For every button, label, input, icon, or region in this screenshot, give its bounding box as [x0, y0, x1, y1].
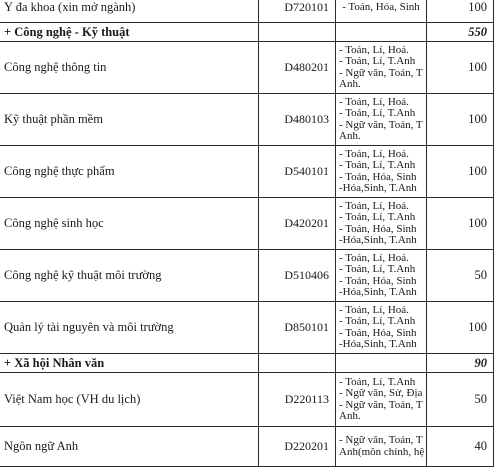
subject-line: - Ngữ văn, Toán, T	[339, 66, 423, 79]
major-code: D480201	[259, 42, 336, 94]
subject-line: -Hóa,Sinh, T.Anh	[339, 234, 417, 246]
subject-line: - Toán, Lí, T.Anh	[339, 315, 416, 327]
subject-line: - Toán, Lí, Hoá.	[339, 251, 409, 264]
subject-line: Anh.	[339, 130, 361, 142]
subject-line: - Toán, Hóa, Sinh	[339, 170, 417, 183]
table-row	[0, 94, 494, 146]
subject-combinations	[336, 373, 427, 427]
subject-line: - Ngữ văn, Sử, Địa	[339, 387, 423, 399]
subject-line: Anh.	[339, 78, 361, 90]
subject-line: - Toán, Lí, Hoá.	[339, 303, 409, 316]
subject-line: -Hóa,Sinh, T.Anh	[339, 182, 417, 194]
major-code: D720101	[259, 0, 336, 23]
subject-combinations	[336, 94, 427, 146]
subject-line: - Toán, Lí, T.Anh	[339, 375, 416, 388]
major-name: Công nghệ sinh học	[0, 198, 259, 250]
major-code: D220113	[259, 373, 336, 427]
group-name: + Xã hội Nhân văn	[0, 354, 259, 373]
major-code: D220201	[259, 427, 336, 467]
subject-line: - Toán, Lí, Hoá.	[339, 43, 409, 56]
empty-cell	[259, 354, 336, 373]
subject-line: Anh(môn chính, hệ	[339, 445, 425, 458]
subject-combinations	[336, 198, 427, 250]
quota: 100	[427, 94, 494, 146]
subject-line: - Toán, Lí, Hoá.	[339, 199, 409, 212]
table-row	[0, 427, 494, 467]
quota: 100	[427, 302, 494, 354]
subject-line: - Toán, Lí, T.Anh	[339, 107, 416, 119]
group-row	[0, 23, 494, 42]
table-row	[0, 0, 494, 23]
table-row	[0, 198, 494, 250]
quota: 100	[427, 42, 494, 94]
subject-line: -Hóa,Sinh, T.Anh	[339, 338, 417, 350]
subject-line: - Toán, Hóa, Sinh	[339, 326, 417, 339]
major-code: D480103	[259, 94, 336, 146]
empty-cell	[336, 354, 427, 373]
subject-line: - Toán, Hóa, Sinh	[342, 0, 420, 13]
major-name: Kỹ thuật phần mềm	[0, 94, 259, 146]
subject-combinations	[336, 0, 427, 23]
major-code: D850101	[259, 302, 336, 354]
subject-combinations	[336, 250, 427, 302]
table-row	[0, 302, 494, 354]
subject-line: - Toán, Lí, T.Anh	[339, 55, 416, 67]
quota: 40	[427, 427, 494, 467]
subject-combinations	[336, 42, 427, 94]
subject-line: Anh.	[339, 410, 361, 422]
quota: 50	[427, 373, 494, 427]
quota: 50	[427, 250, 494, 302]
subject-line: - Toán, Lí, T.Anh	[339, 159, 416, 171]
empty-cell	[336, 23, 427, 42]
subject-line: - Toán, Lí, Hoá.	[339, 147, 409, 160]
major-name: Công nghệ thông tin	[0, 42, 259, 94]
subject-line: - Toán, Lí, T.Anh	[339, 263, 416, 275]
subject-line: - Toán, Lí, T.Anh	[339, 211, 416, 223]
major-name: Việt Nam học (VH du lịch)	[0, 373, 259, 427]
subject-line: - Ngữ văn, Toán, T	[339, 434, 423, 446]
major-code: D510406	[259, 250, 336, 302]
major-name: Công nghệ kỹ thuật môi trường	[0, 250, 259, 302]
subject-line: - Ngữ văn, Toán, T	[339, 398, 423, 411]
subject-combinations	[336, 146, 427, 198]
major-name: Quản lý tài nguyên và môi trường	[0, 302, 259, 354]
subject-combinations	[336, 302, 427, 354]
group-row	[0, 354, 494, 373]
group-quota: 550	[427, 23, 494, 42]
major-code: D420201	[259, 198, 336, 250]
empty-cell	[259, 23, 336, 42]
major-code: D540101	[259, 146, 336, 198]
group-quota: 90	[427, 354, 494, 373]
table-row	[0, 250, 494, 302]
quota: 100	[427, 0, 494, 23]
major-name: Y đa khoa (xin mở ngành)	[0, 0, 259, 23]
quota: 100	[427, 198, 494, 250]
table-row	[0, 373, 494, 427]
table-row	[0, 42, 494, 94]
group-name: + Công nghệ - Kỹ thuật	[0, 23, 259, 42]
major-name: Ngôn ngữ Anh	[0, 427, 259, 467]
subject-line: - Toán, Hóa, Sinh	[339, 222, 417, 235]
subject-line: -Hóa,Sinh, T.Anh	[339, 286, 417, 298]
table-row	[0, 146, 494, 198]
subject-line: - Ngữ văn, Toán, T	[339, 118, 423, 131]
quota: 100	[427, 146, 494, 198]
subject-combinations	[336, 427, 427, 467]
subject-line: - Toán, Lí, Hoá.	[339, 95, 409, 108]
subject-line: - Toán, Hóa, Sinh	[339, 274, 417, 287]
major-name: Công nghệ thực phẩm	[0, 146, 259, 198]
